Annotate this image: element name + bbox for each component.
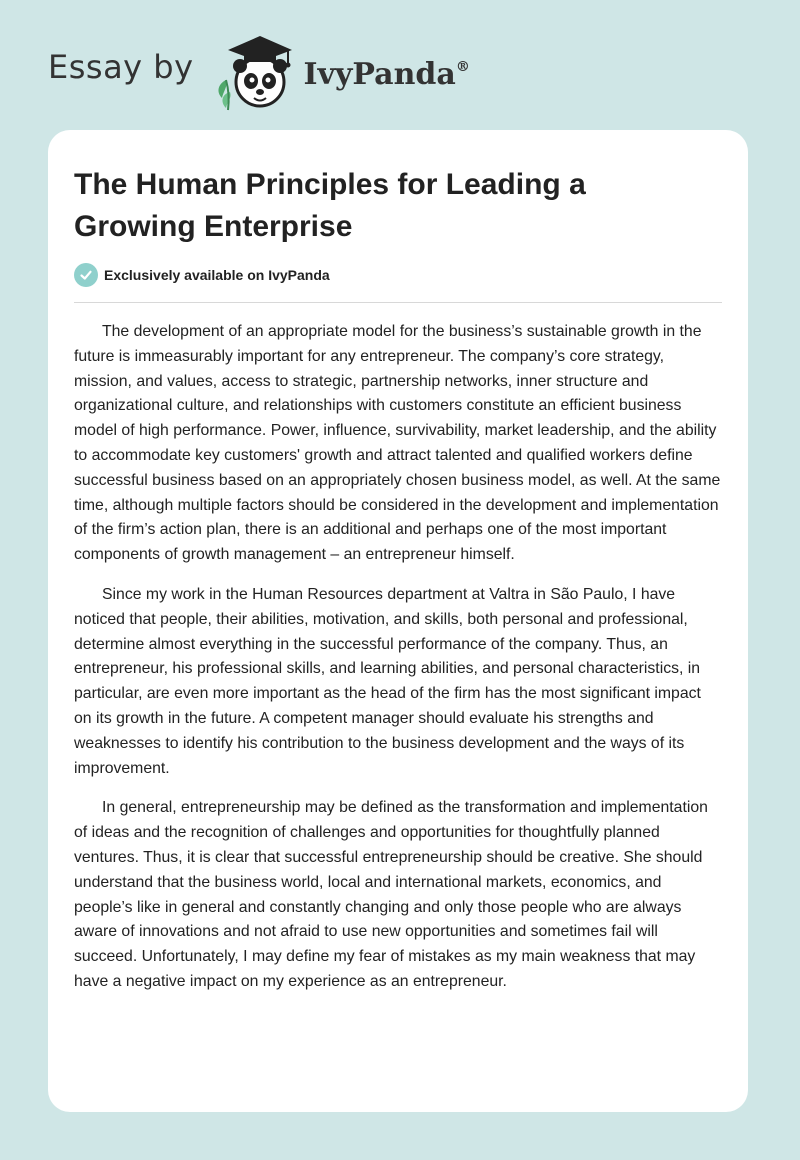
brand-name: IvyPanda® xyxy=(303,56,470,92)
exclusive-badge xyxy=(74,263,330,287)
badge-text: Exclusively available on IvyPanda xyxy=(104,267,330,283)
check-icon xyxy=(74,263,98,287)
paragraph: Since my work in the Human Resources department at Valtra in São Paulo, I have noticed that people, their abilities, motivation, and skills, both personal and professional, determine almost everything in the successful performance of the company. Thus, an entrepreneur, his professional skills, and learning abilities, and personal characteristics, in particular, are even more important as the head of the firm has the most significant impact on its growth in the future. A competent manager should evaluate his strengths and weaknesses to identify his contribution to the business development and the ways of its improvement. xyxy=(74,585,701,777)
essay-by-label: Essay by xyxy=(48,48,194,86)
paragraph: The development of an appropriate model for the business’s sustainable growth in the future is immeasurably important for any entrepreneur. The company’s core strategy, mission, and values, access to strategic, partnership networks, inner structure and organizational culture, and relationships with customers constitute an efficient business model of high performance. Power, influence, survivability, market leadership, and the ability to accommodate key customers' growth and attract talented and qualified workers define successful business based on an appropriately chosen business model, as well. At the same time, although multiple factors should be considered in the development and implementation of the firm’s action plan, there is an additional and perhaps one of the most important components of growth management – an entrepreneur himself. xyxy=(74,323,721,564)
registered-mark: ® xyxy=(455,58,470,75)
site-header xyxy=(48,30,768,114)
essay-title: The Human Principles for Leading a Growing Enterprise xyxy=(74,168,586,243)
panda-logo-icon[interactable] xyxy=(208,32,300,112)
essay-body xyxy=(74,320,722,1010)
paragraph: In general, entrepreneurship may be defined as the transformation and implementation of ideas and the recognition of challenges and opportunities for thoughtfully planned ventures. Thus, it is clear that successful entrepreneurship should be creative. She should understand that the business world, local and international markets, economics, and people’s like in general and constantly changing and only those people who are always aware of innovations and not afraid to use new opportunities and sometimes fail will succeed. Unfortunately, I may define my fear of mistakes as my main weakness that may have a negative impact on my experience as an entrepreneur. xyxy=(74,799,708,990)
divider xyxy=(74,302,722,303)
essay-card xyxy=(48,130,748,1112)
